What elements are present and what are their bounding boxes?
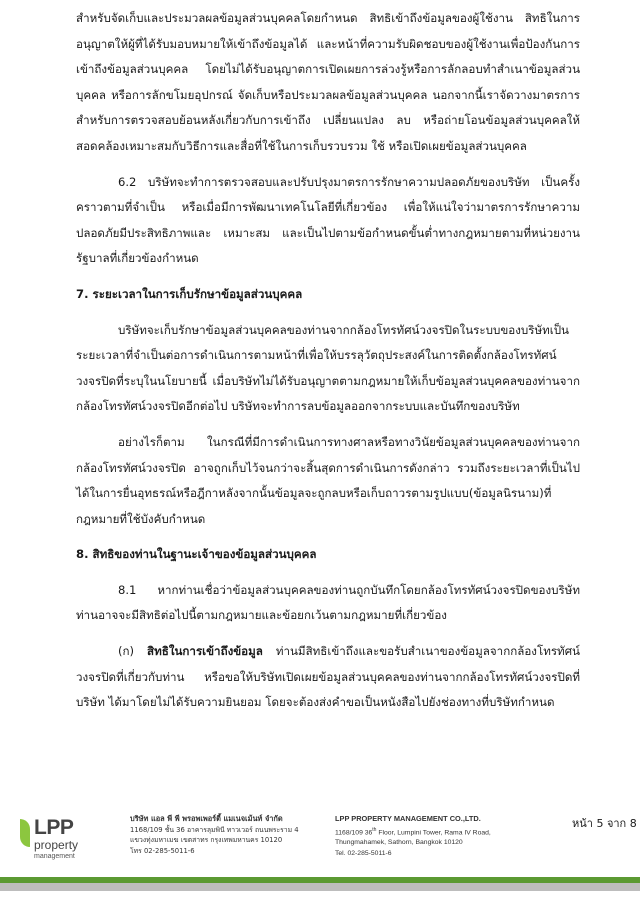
logo-name: LPP [34, 816, 74, 839]
address-number: 1168/109 36 [335, 828, 373, 836]
english-address-line-1 [335, 825, 491, 839]
paragraph-security-measures: สำหรับจัดเก็บและประมวลผลข้อมูลส่วนบุคคลโดยกำหนด สิทธิเข้าถึงข้อมูลของผู้ใช้งาน สิทธิในการอนุญาตให้ผู้ที่ได้รับมอบหมายให้เข้าถึงข้อมูลได้ และหน้าที่ความรับผิดชอบของผู้ใช้งานเพื่อป้องกันการเข้าถึงข้อมูลส่วนบุคคล โดยไม่ได้รับอนุญาตการเปิดเผยการล่วงรู้หรือการลักลอบทำสำเนาข้อมูลส่วนบุคคล หรือการลักขโมยอุปกรณ์ จัดเก็บหรือประมวลผลข้อมูลส่วนบุคคล นอกจากนี้เราจัดวางมาตรการสำหรับการตรวจสอบย้อนหลังเกี่ยวกับการเข้าถึง เปลี่ยนแปลง ลบ หรือถ่ายโอนข้อมูลส่วนบุคคลให้สอดคล้องเหมาะสมกับวิธีการและสื่อที่ใช้ในการเก็บรวบรวม ใช้ หรือเปิดเผยข้อมูลส่วนบุคคล [76, 11, 580, 153]
footer-gray-bar [0, 883, 640, 891]
logo-subtitle-small: management [34, 853, 75, 860]
logo-subtitle: property [34, 838, 79, 852]
leaf-icon [20, 819, 30, 847]
english-address-block [335, 814, 491, 860]
ordinal-suffix: th [372, 826, 377, 833]
page-footer [0, 812, 640, 910]
english-company-name: LPP PROPERTY MANAGEMENT CO.,LTD. [335, 814, 481, 823]
lpp-logo [20, 816, 84, 868]
paragraph-retention: บริษัทจะเก็บรักษาข้อมูลส่วนบุคคลของท่านจากกล้องโทรทัศน์วงจรปิดในระบบของบริษัทเป็นระยะเวลาที่จำเป็นต่อการดำเนินการตามหน้าที่เพื่อให้บรรลุวัตถุประสงค์ในการติดตั้งกล้องโทรทัศน์วงจรปิดที่ระบุในนโยบายนี้ เมื่อบริษัทไม่ได้รับอนุญาตตามกฎหมายให้เก็บข้อมูลส่วนบุคคลของท่านจากกล้องโทรทัศน์วงจรปิดอีกต่อไป บริษัทจะทำการลบข้อมูลออกจากระบบและบันทึกของบริษัท [76, 322, 580, 414]
section-heading-8: 8. สิทธิของท่านในฐานะเจ้าของข้อมูลส่วนบุคคล [76, 547, 317, 562]
right-of-access-title: สิทธิในการเข้าถึงข้อมูล [147, 644, 263, 659]
right-of-access-text: ท่านมีสิทธิเข้าถึงและขอรับสำเนาของข้อมูลจากกล้องโทรทัศน์วงจรปิดที่เกี่ยวกับท่าน หรือขอให้บริษัทเปิดเผยข้อมูลส่วนบุคคลของท่านจากกล้องโทรทัศน์วงจรปิดที่บริษัท ได้มาโดยไม่ได้รับความยินยอม โดยจะต้องส่งคำขอเป็นหนังสือไปยังช่องทางที่บริษัทกำหนด [76, 644, 580, 710]
paragraph-8-1: 8.1 หากท่านเชื่อว่าข้อมูลส่วนบุคคลของท่านถูกบันทึกโดยกล้องโทรทัศน์วงจรปิดของบริษัท ท่านอาจจะมีสิทธิต่อไปนี้ตามกฎหมายและข้อยกเว้นตามกฎหมายที่เกี่ยวข้อง [76, 582, 580, 623]
thai-phone: โทร 02-285-5011-6 [130, 846, 195, 855]
english-address-line-2: Thungmahamek, Sathorn, Bangkok 10120 [335, 839, 463, 847]
thai-address-line-1: 1168/109 ชั้น 36 อาคารลุมพินี ทาวเวอร์ ถนนพระราม 4 [130, 825, 299, 834]
paragraph-right-of-access [76, 639, 580, 716]
thai-address-line-2: แขวงทุ่งมหาเมฆ เขตสาทร กรุงเทพมหานคร 10120 [130, 836, 283, 845]
thai-address-block [130, 814, 299, 856]
thai-company-name: บริษัท แอล พี พี พรอพเพอร์ตี้ แมเนจเม้นท์ จำกัด [130, 814, 283, 823]
paragraph-retention-exception: อย่างไรก็ตาม ในกรณีที่มีการดำเนินการทางศาลหรือทางวินัยข้อมูลส่วนบุคคลของท่านจากกล้องโทรทัศน์วงจรปิด อาจถูกเก็บไว้จนกว่าจะสิ้นสุดการดำเนินการดังกล่าว รวมถึงระยะเวลาที่เป็นไปได้ในการยื่นอุทธรณ์หรือฎีกาหลังจากนั้นข้อมูลจะถูกลบหรือเก็บถาวรตามรูปแบบ(ข้อมูลนิรนาม)ที่กฎหมายที่ใช้บังคับกำหนด [76, 434, 580, 526]
address-street: Floor, Lumpini Tower, Rama IV Road, [376, 828, 491, 836]
paragraph-6-2: 6.2 บริษัทจะทำการตรวจสอบและปรับปรุงมาตรการรักษาความปลอดภัยของบริษัท เป็นครั้งคราวตามที่จำเป็น หรือเมื่อมีการพัฒนาเทคโนโลยีที่เกี่ยวข้อง เพื่อให้แน่ใจว่ามาตรการรักษาความปลอดภัยมีประสิทธิภาพและ เหมาะสม และเป็นไปตามข้อกำหนดขั้นต่ำทางกฎหมายตามที่หน่วยงานรัฐบาลที่เกี่ยวข้องกำหนด [76, 174, 580, 266]
page-number: หน้า 5 จาก 8 [572, 817, 637, 830]
section-heading-7: 7. ระยะเวลาในการเก็บรักษาข้อมูลส่วนบุคคล [76, 286, 303, 301]
document-body [76, 6, 580, 716]
item-marker: (ก) [118, 644, 148, 659]
english-phone: Tel. 02-285-5011-6 [335, 850, 392, 858]
